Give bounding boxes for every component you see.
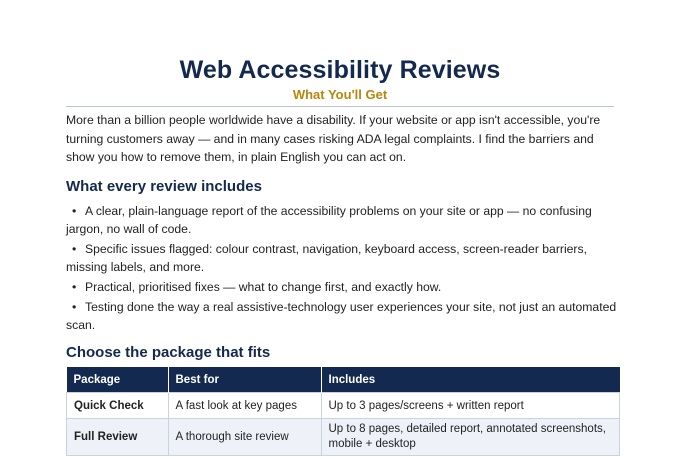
table-row bbox=[67, 419, 620, 456]
packages-table bbox=[66, 367, 620, 456]
page-subtitle: What You'll Get bbox=[292, 87, 388, 102]
list-item-text: Practical, prioritised fixes — what to change first, and exactly how. bbox=[85, 280, 442, 294]
bullet-icon: • bbox=[72, 204, 77, 218]
intro-paragraph: More than a billion people worldwide have a disability. If your website or app isn't accessible, you're turning customers away — and in many cases risking ADA legal complaints. I find the barriers and show you how to remove them, in plain English you can act on. bbox=[66, 113, 601, 164]
page-title: Web Accessibility Reviews bbox=[179, 56, 501, 84]
list-item bbox=[66, 202, 618, 238]
package-name-cell: Quick Check bbox=[67, 393, 169, 419]
list-item bbox=[66, 278, 618, 296]
packages-heading: Choose the package that fits bbox=[66, 344, 271, 361]
list-item bbox=[66, 298, 618, 334]
list-item-text: A clear, plain-language report of the accessibility problems on your site or app — no confusing jargon, no wall of code. bbox=[66, 204, 592, 236]
includes-cell: Up to 3 pages/screens + written report bbox=[321, 393, 620, 419]
list-item bbox=[66, 240, 618, 276]
header-divider bbox=[66, 106, 614, 107]
bullet-icon: • bbox=[72, 280, 77, 294]
includes-list bbox=[66, 202, 618, 336]
bullet-icon: • bbox=[72, 242, 77, 256]
column-header-package: Package bbox=[67, 367, 169, 393]
best-for-cell: A fast look at key pages bbox=[168, 393, 321, 419]
best-for-cell: A thorough site review bbox=[168, 419, 321, 456]
bullet-icon: • bbox=[72, 300, 77, 314]
table-header-row bbox=[67, 367, 620, 393]
column-header-includes: Includes bbox=[321, 367, 620, 393]
column-header-best-for: Best for bbox=[168, 367, 321, 393]
list-item-text: Specific issues flagged: colour contrast, navigation, keyboard access, screen-reader barriers, missing labels, and more. bbox=[66, 242, 587, 274]
includes-cell: Up to 8 pages, detailed report, annotated screenshots, mobile + desktop bbox=[321, 419, 620, 456]
table-row bbox=[67, 393, 620, 419]
includes-heading: What every review includes bbox=[66, 178, 262, 195]
package-name-cell: Full Review bbox=[67, 419, 169, 456]
list-item-text: Testing done the way a real assistive-technology user experiences your site, not just an automated scan. bbox=[66, 300, 617, 332]
